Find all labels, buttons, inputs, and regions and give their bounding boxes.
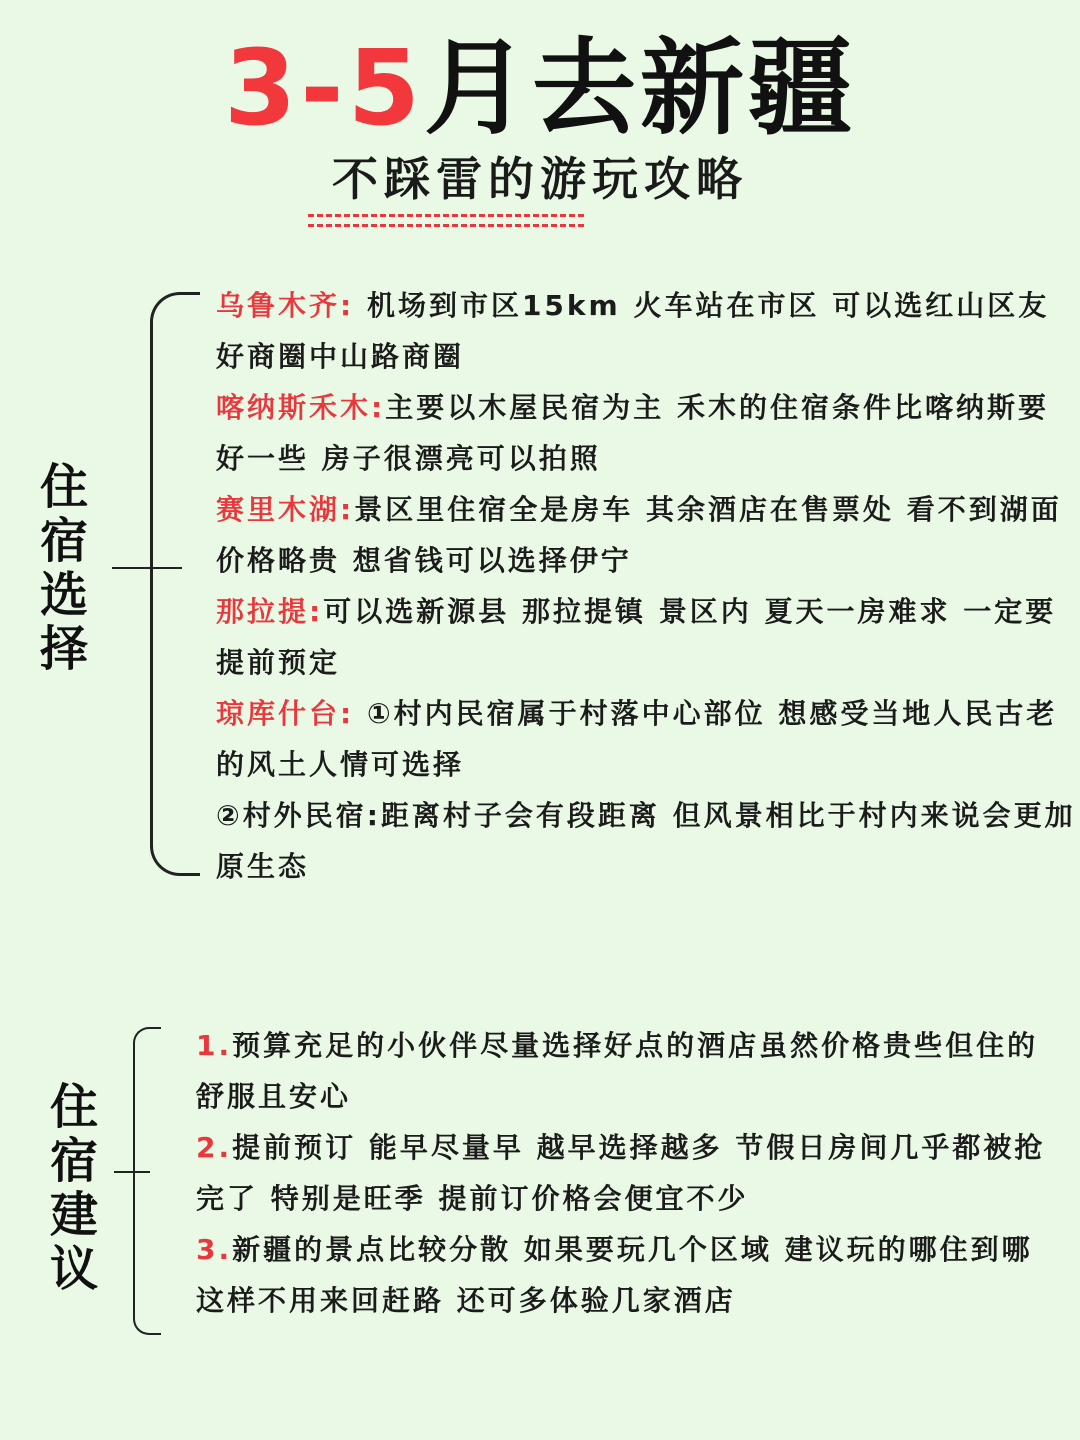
section-label-char: 建 — [49, 1187, 98, 1243]
item-heading: 琼库什台: — [216, 697, 355, 730]
item-text: 景区里住宿全是房车 其余酒店在售票处 看不到湖面 价格略贵 想省钱可以选择伊宁 — [216, 493, 1062, 577]
section-label-char: 宿 — [49, 1133, 98, 1189]
item-text: ②村外民宿:距离村子会有段距离 但风景相比于村内来说会更加原生态 — [216, 799, 1076, 883]
item-text: 可以选新源县 那拉提镇 景区内 夏天一房难求 一定要提前预定 — [216, 595, 1057, 679]
item-heading: 那拉提: — [216, 595, 324, 628]
title-destination: 月去新疆 — [423, 27, 856, 149]
bracket — [150, 292, 200, 876]
list-item — [216, 280, 1076, 382]
list-item — [216, 484, 1076, 586]
subtitle-underline — [308, 224, 584, 227]
item-number: 1. — [196, 1029, 233, 1062]
item-number: 3. — [196, 1233, 233, 1266]
list-item — [216, 688, 1076, 790]
item-heading: 乌鲁木齐: — [216, 289, 355, 322]
section-label-char: 住 — [39, 459, 88, 515]
accommodation-choice-list — [216, 280, 1076, 892]
item-heading: 赛里木湖: — [216, 493, 355, 526]
item-text: 机场到市区15km 火车站在市区 可以选红山区友好商圈中山路商圈 — [216, 289, 1050, 373]
section-label-char: 宿 — [39, 513, 88, 569]
list-item — [216, 382, 1076, 484]
item-heading: 喀纳斯禾木: — [216, 391, 386, 424]
list-item — [216, 790, 1076, 892]
list-item — [216, 586, 1076, 688]
section-label-accommodation-advice — [44, 1080, 104, 1296]
section-label-char: 住 — [49, 1079, 98, 1135]
item-text: 提前预订 能早尽量早 越早选择越多 节假日房间几乎都被抢完了 特别是旺季 提前订价格会便宜不少 — [196, 1131, 1046, 1215]
item-number: 2. — [196, 1131, 233, 1164]
section-label-char: 选 — [39, 567, 88, 623]
bracket — [133, 1027, 161, 1335]
list-item — [196, 1122, 1066, 1224]
item-text: 主要以木屋民宿为主 禾木的住宿条件比喀纳斯要好一些 房子很漂亮可以拍照 — [216, 391, 1049, 475]
section-label-char: 议 — [49, 1241, 98, 1297]
page-subtitle: 不踩雷的游玩攻略 — [332, 152, 748, 206]
list-item — [196, 1224, 1066, 1326]
section-label-accommodation-choice — [34, 460, 94, 676]
accommodation-advice-list — [196, 1020, 1066, 1326]
subtitle-underline — [308, 214, 584, 217]
item-text: 新疆的景点比较分散 如果要玩几个区域 建议玩的哪住到哪 这样不用来回赶路 还可多体验几家酒店 — [196, 1233, 1033, 1317]
item-text: ①村内民宿属于村落中心部位 想感受当地人民古老的风土人情可选择 — [216, 697, 1058, 781]
list-item — [196, 1020, 1066, 1122]
title-months: 3-5 — [224, 27, 424, 149]
item-text: 预算充足的小伙伴尽量选择好点的酒店虽然价格贵些但住的舒服且安心 — [196, 1029, 1039, 1113]
section-label-char: 择 — [39, 621, 88, 677]
page-title — [0, 28, 1080, 148]
